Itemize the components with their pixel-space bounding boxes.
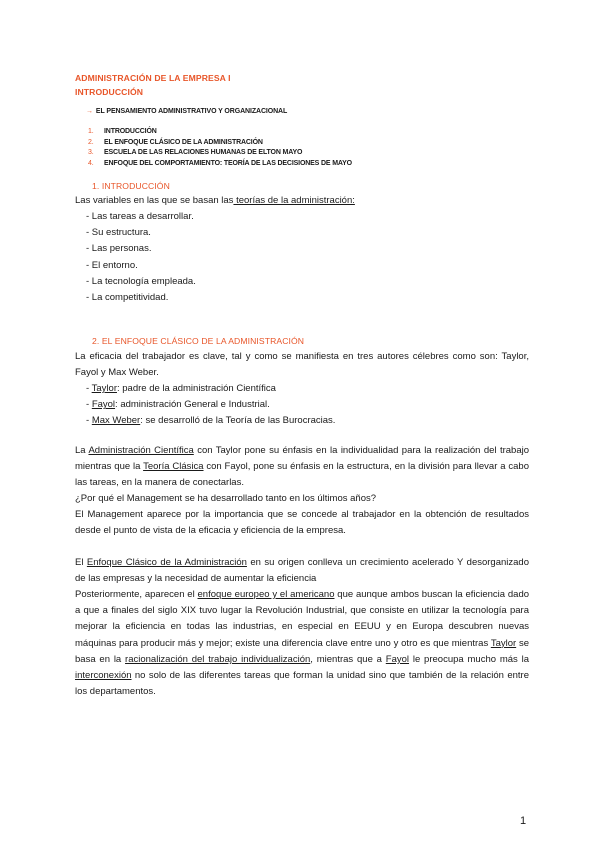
variables-list bbox=[86, 209, 196, 306]
section-2-heading: 2. EL ENFOQUE CLÁSICO DE LA ADMINISTRACIÓN bbox=[92, 336, 305, 346]
list-item: - Max Weber: se desarrolló de la Teoría de las Burocracias. bbox=[86, 415, 336, 427]
document-title: ADMINISTRACIÓN DE LA EMPRESA I bbox=[75, 73, 231, 83]
section-2-para-5: Posteriormente, aparecen el enfoque europeo y el americano que aunque ambos buscan la eficiencia dado a que a finales del siglo XIX tuvo lugar la Revolución Industrial, que consiste en utilizar la tecnología para mejorar la eficiencia en todas las industrias, en especial en EEUU y en Europa descubren nuevas máquinas para producir más y mejor; existe una diferencia clave entre uno y otro es que mientras Taylor se basa en la racionalización del trabajo individualización, mientras que a Fayol le preocupa mucho más la interconexión no solo de las diferentes tareas que forman la unidad sino que también de la relación entre los departamentos. bbox=[75, 589, 530, 698]
list-item: - La competitividad. bbox=[86, 292, 169, 304]
section-2-para-4: El Enfoque Clásico de la Administración en su origen conlleva un crecimiento acelerado Y desorganizado de las empresas y la necesidad de aumentar la eficiencia bbox=[75, 557, 529, 585]
toc-item: 2. EL ENFOQUE CLÁSICO DE LA ADMINISTRACIÓN bbox=[88, 138, 263, 146]
list-item: - Fayol: administración General e Industrial. bbox=[86, 399, 270, 411]
page-number: 1 bbox=[520, 815, 527, 827]
authors-list bbox=[86, 381, 335, 430]
section-2-para-1: La eficacia del trabajador es clave, tal y como se manifiesta en tres autores célebres como son: Taylor, Fayol y Max Weber. bbox=[75, 351, 529, 379]
table-of-contents bbox=[88, 127, 352, 169]
document-subtitle: INTRODUCCIÓN bbox=[75, 87, 144, 97]
topic-title: EL PENSAMIENTO ADMINISTRATIVO Y ORGANIZACIONAL bbox=[95, 108, 288, 115]
section-1-intro: Las variables en las que se basan las teorías de la administración: bbox=[75, 195, 355, 206]
section-2-para-3: El Management aparece por la importancia que se concede al trabajador en la obtención de resultados desde el punto de vista de la eficacia y eficiencia de la empresa. bbox=[75, 509, 529, 537]
list-item: - Su estructura. bbox=[86, 227, 151, 239]
section-2-para-2: La Administración Científica con Taylor pone su énfasis en la individualidad para la realización del trabajo mientras que la Teoría Clásica con Fayol, pone su énfasis en la estructura, en la división para llevar a cabo las tareas, en la manera de conectarlas. bbox=[75, 445, 530, 489]
arrow-right-icon: → bbox=[86, 108, 93, 115]
list-item: - Las personas. bbox=[86, 243, 152, 255]
section-1-heading: 1. INTRODUCCIÓN bbox=[92, 181, 170, 191]
list-item: - Taylor: padre de la administración Científica bbox=[86, 383, 276, 394]
topic-line bbox=[86, 108, 287, 115]
toc-item: 1. INTRODUCCIÓN bbox=[88, 128, 157, 135]
theories-link: teorías de la administración: bbox=[233, 195, 355, 206]
section-2-question: ¿Por qué el Management se ha desarrollado tanto en los últimos años? bbox=[75, 493, 377, 504]
list-item: - El entorno. bbox=[86, 259, 138, 271]
toc-item: 3. ESCUELA DE LAS RELACIONES HUMANAS DE ELTON MAYO bbox=[88, 149, 303, 156]
list-item: - Las tareas a desarrollar. bbox=[86, 211, 194, 222]
list-item: - La tecnología empleada. bbox=[86, 275, 196, 287]
toc-item: 4. ENFOQUE DEL COMPORTAMIENTO: TEORÍA DE LAS DECISIONES DE MAYO bbox=[88, 159, 352, 167]
